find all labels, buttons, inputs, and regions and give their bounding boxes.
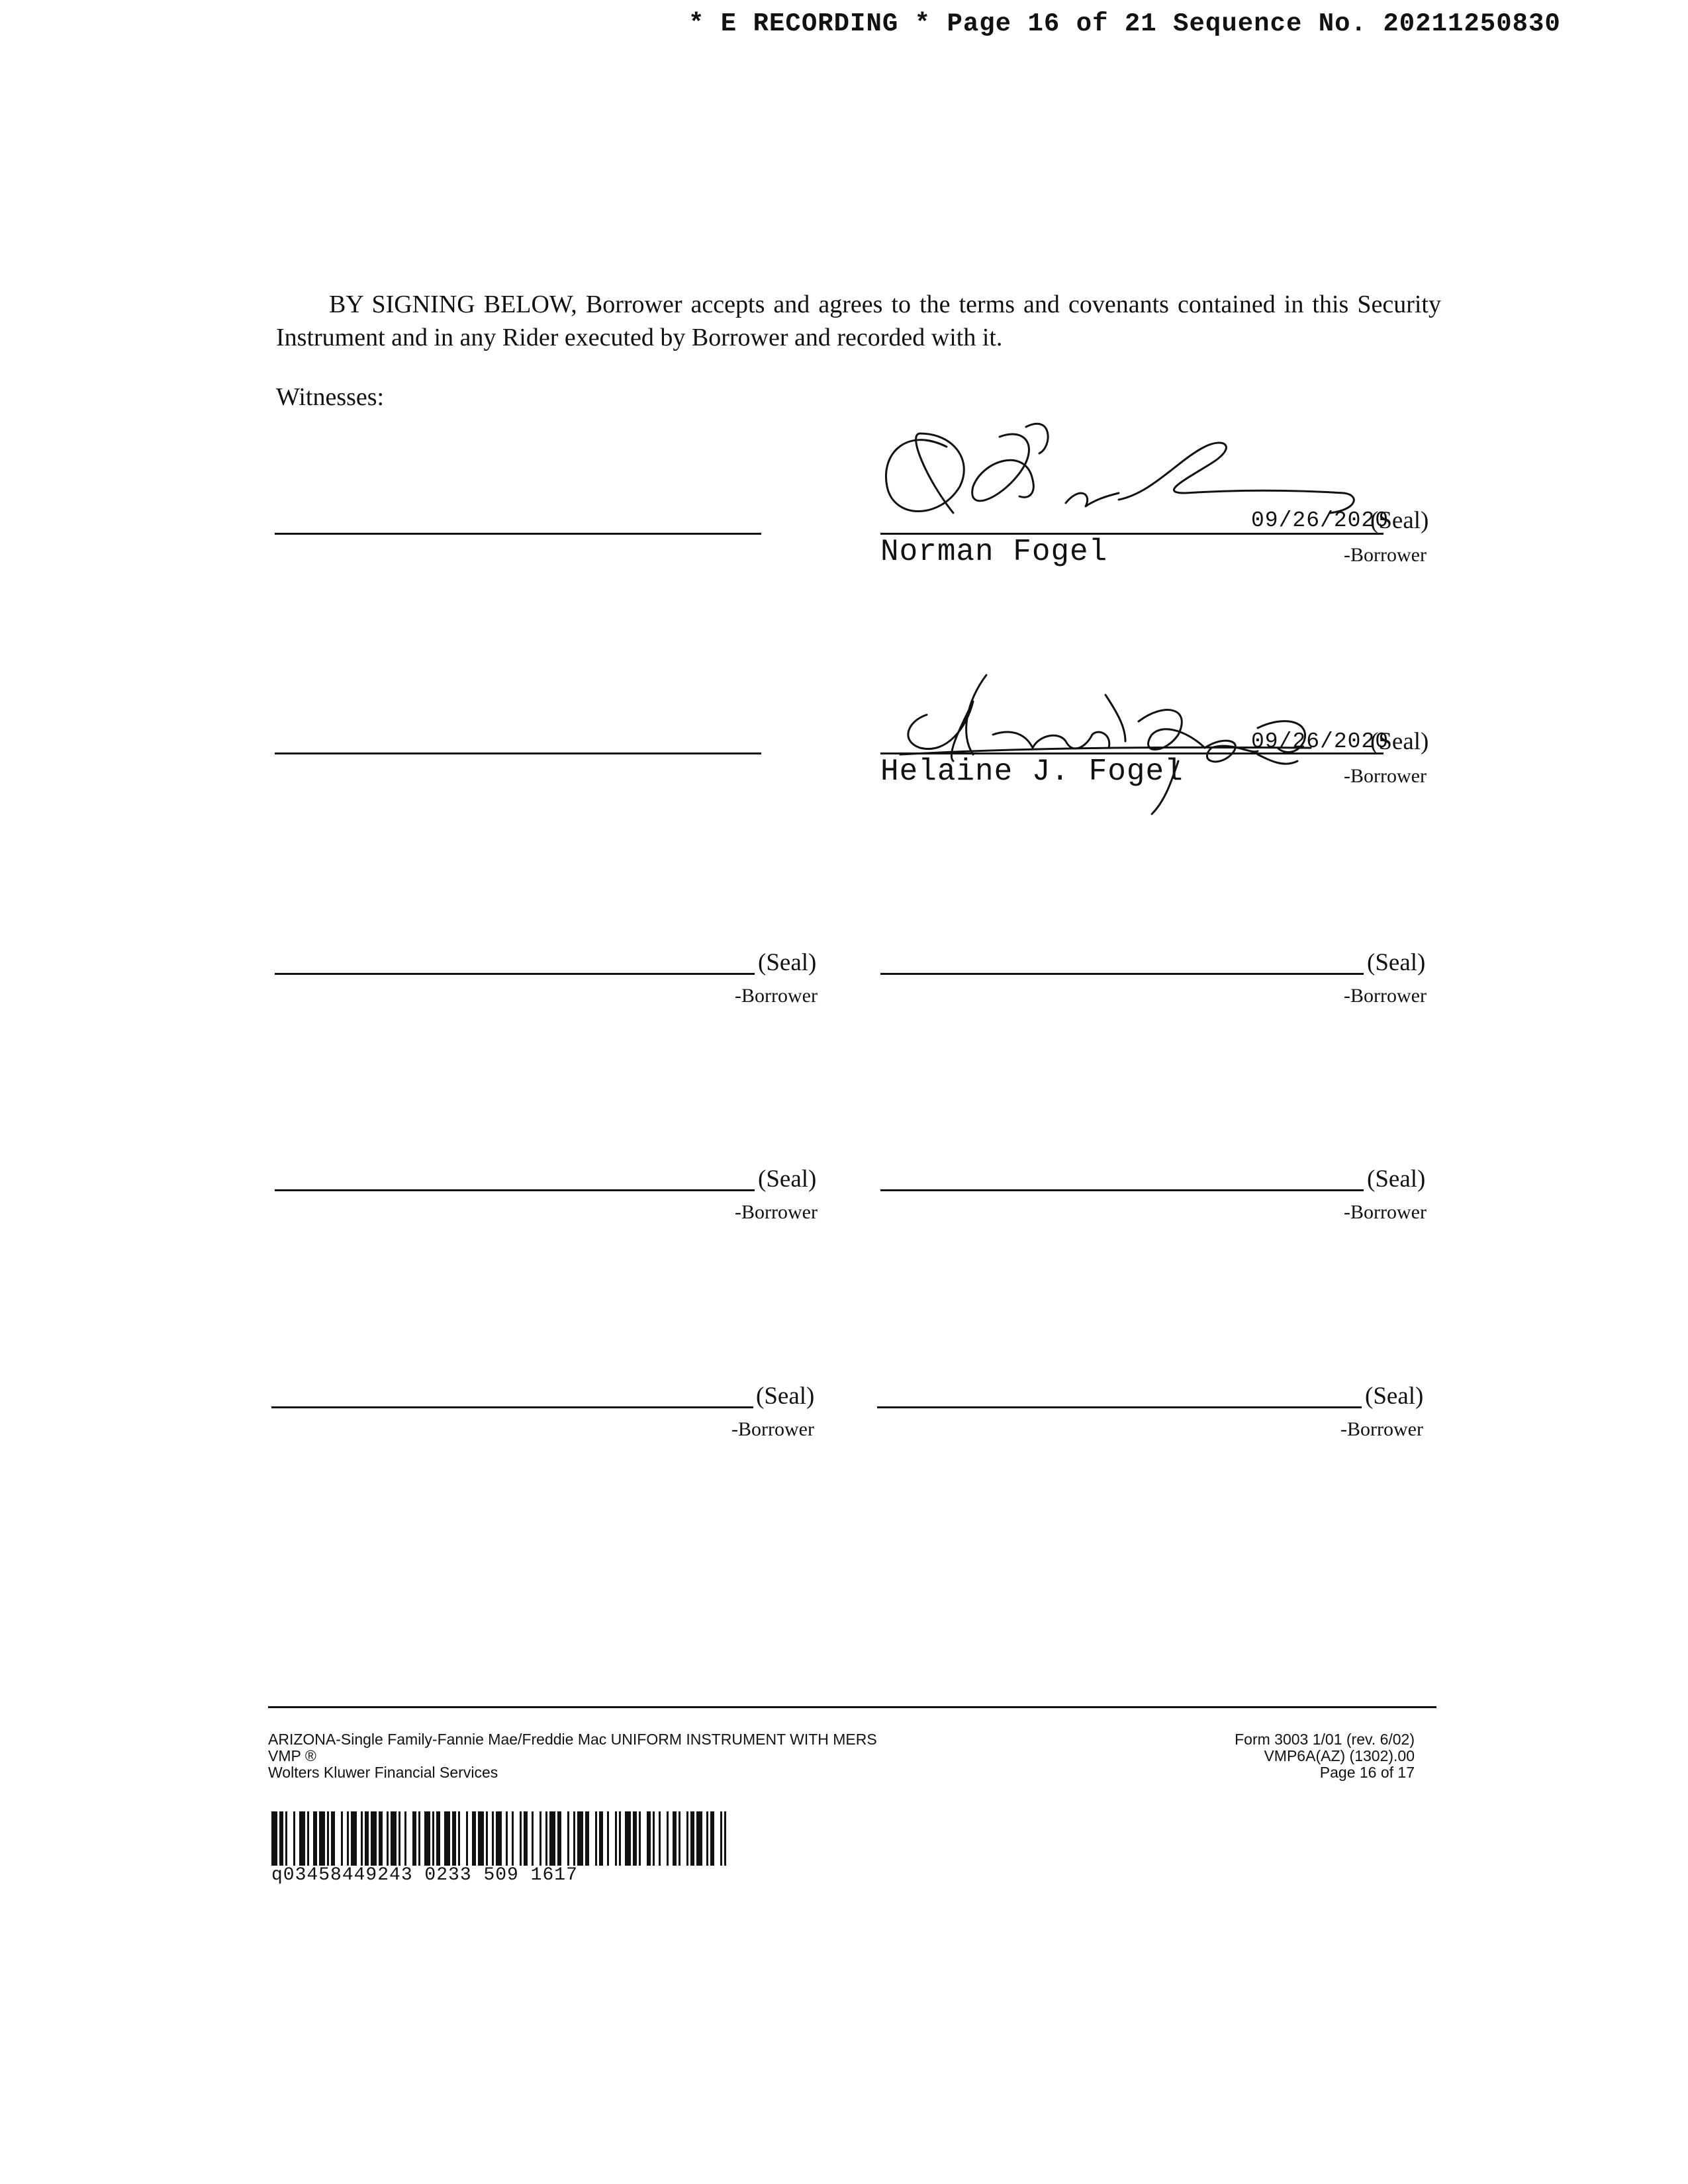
- barcode-bar: [706, 1811, 708, 1866]
- blank-4-seal-label: (Seal): [1367, 1165, 1426, 1193]
- barcode-bar: [619, 1811, 621, 1866]
- barcode-bar: [545, 1811, 547, 1866]
- blank-5-seal-label: (Seal): [756, 1383, 815, 1410]
- barcode-bar: [432, 1811, 434, 1866]
- barcode-bar: [391, 1811, 397, 1866]
- blank-signature-line-4: [880, 1189, 1364, 1191]
- witness-signature-line-1: [275, 533, 761, 535]
- blank-signature-line-2: [880, 973, 1364, 975]
- blank-6-role-label: -Borrower: [1340, 1418, 1423, 1440]
- blank-5-role-label: -Borrower: [731, 1418, 814, 1440]
- recording-header: * E RECORDING * Page 16 of 21 Sequence No. 20211250830: [688, 9, 1561, 38]
- blank-signature-line-3: [275, 1189, 755, 1191]
- barcode-bar: [307, 1811, 309, 1866]
- barcode-bar: [313, 1811, 317, 1866]
- barcode-bar: [458, 1811, 460, 1866]
- blank-1-seal-label: (Seal): [758, 949, 817, 976]
- barcode-bar: [486, 1811, 488, 1866]
- borrower-1-role-label: -Borrower: [1344, 544, 1427, 566]
- barcode-bar: [319, 1811, 325, 1866]
- footer-form-code: VMP6A(AZ) (1302).00: [1264, 1747, 1415, 1764]
- footer-form-title: ARIZONA-Single Family-Fannie Mae/Freddie Mac UNIFORM INSTRUMENT WITH MERS: [268, 1731, 877, 1748]
- barcode-bar: [615, 1811, 617, 1866]
- barcode-bar: [271, 1811, 277, 1866]
- blank-3-seal-label: (Seal): [758, 1165, 817, 1193]
- footer-page-label: Page 16 of 17: [1319, 1764, 1415, 1781]
- barcode-bar: [595, 1811, 597, 1866]
- barcode-bar: [351, 1811, 357, 1866]
- barcode-bar: [361, 1811, 363, 1866]
- footer-publisher: Wolters Kluwer Financial Services: [268, 1764, 498, 1781]
- borrower-2-seal-label: (Seal): [1370, 728, 1429, 755]
- barcode-bar: [472, 1811, 476, 1866]
- footer-vmp-mark: VMP ®: [268, 1747, 316, 1764]
- blank-3-role-label: -Borrower: [735, 1201, 818, 1223]
- barcode-bar: [492, 1811, 494, 1866]
- barcode-bar: [424, 1811, 430, 1866]
- barcode-number: q03458449243 0233 509 1617: [271, 1865, 578, 1886]
- barcode-bar: [327, 1811, 329, 1866]
- barcode-bar: [573, 1811, 575, 1866]
- blank-2-seal-label: (Seal): [1367, 949, 1426, 976]
- barcode-bar: [347, 1811, 349, 1866]
- blank-signature-line-5: [271, 1406, 753, 1408]
- barcode-bar: [653, 1811, 655, 1866]
- barcode-bar: [667, 1811, 669, 1866]
- barcode-bar: [696, 1811, 702, 1866]
- borrower-1-printed-name: Norman Fogel: [880, 535, 1108, 569]
- barcode-bar: [686, 1811, 688, 1866]
- barcode-bar: [478, 1811, 484, 1866]
- barcode-bar: [520, 1811, 522, 1866]
- barcode-bar: [279, 1811, 283, 1866]
- barcode-bar: [633, 1811, 637, 1866]
- barcode-bar: [404, 1811, 406, 1866]
- barcode-bar: [585, 1811, 589, 1866]
- borrower-1-seal-label: (Seal): [1370, 507, 1429, 534]
- barcode-bar: [299, 1811, 305, 1866]
- barcode-bar: [293, 1811, 295, 1866]
- blank-2-role-label: -Borrower: [1344, 985, 1427, 1007]
- barcode-bar: [285, 1811, 287, 1866]
- blank-signature-line-1: [275, 973, 755, 975]
- barcode-bar: [379, 1811, 383, 1866]
- blank-1-role-label: -Borrower: [735, 985, 818, 1007]
- barcode-bar: [496, 1811, 502, 1866]
- barcode-bar: [679, 1811, 680, 1866]
- barcode-image: [271, 1811, 728, 1866]
- barcode-bar: [690, 1811, 694, 1866]
- blank-6-seal-label: (Seal): [1365, 1383, 1424, 1410]
- barcode-bar: [639, 1811, 641, 1866]
- barcode-bar: [607, 1811, 609, 1866]
- barcode-bar: [710, 1811, 714, 1866]
- barcode-bar: [673, 1811, 677, 1866]
- barcode-bar: [549, 1811, 555, 1866]
- blank-signature-line-6: [877, 1406, 1362, 1408]
- barcode-bar: [524, 1811, 528, 1866]
- barcode-bar: [444, 1811, 450, 1866]
- agreement-paragraph: BY SIGNING BELOW, Borrower accepts and agrees to the terms and covenants contained in this Security Instrument and in any Rider executed by Borrower and recorded with it.: [276, 291, 1441, 351]
- barcode-bar: [466, 1811, 468, 1866]
- barcode-bar: [399, 1811, 400, 1866]
- barcode-bar: [341, 1811, 343, 1866]
- borrower-1-signature-date: 09/26/2020: [1251, 508, 1389, 533]
- barcode-bar: [659, 1811, 661, 1866]
- barcode-bar: [625, 1811, 631, 1866]
- barcode-bar: [436, 1811, 440, 1866]
- barcode-bar: [647, 1811, 651, 1866]
- barcode-bar: [506, 1811, 508, 1866]
- barcode-bar: [418, 1811, 420, 1866]
- borrower-2-role-label: -Borrower: [1344, 765, 1427, 787]
- barcode-bar: [577, 1811, 583, 1866]
- barcode-bar: [532, 1811, 534, 1866]
- barcode-bar: [512, 1811, 514, 1866]
- footer-divider: [268, 1706, 1436, 1708]
- barcode-bar: [599, 1811, 603, 1866]
- barcode-bar: [720, 1811, 722, 1866]
- barcode-bar: [557, 1811, 561, 1866]
- barcode-bar: [387, 1811, 389, 1866]
- witness-signature-line-2: [275, 752, 761, 754]
- blank-4-role-label: -Borrower: [1344, 1201, 1427, 1223]
- barcode-bar: [452, 1811, 456, 1866]
- barcode-bar: [412, 1811, 416, 1866]
- barcode-bar: [724, 1811, 726, 1866]
- barcode-bar: [331, 1811, 335, 1866]
- footer-form-number: Form 3003 1/01 (rev. 6/02): [1235, 1731, 1415, 1748]
- witnesses-label: Witnesses:: [276, 383, 385, 411]
- barcode-bar: [539, 1811, 541, 1866]
- barcode-bar: [371, 1811, 377, 1866]
- barcode-bar: [365, 1811, 369, 1866]
- barcode-bar: [567, 1811, 569, 1866]
- borrower-2-signature-date: 09/26/2020: [1251, 729, 1389, 754]
- borrower-2-printed-name: Helaine J. Fogel: [880, 754, 1184, 789]
